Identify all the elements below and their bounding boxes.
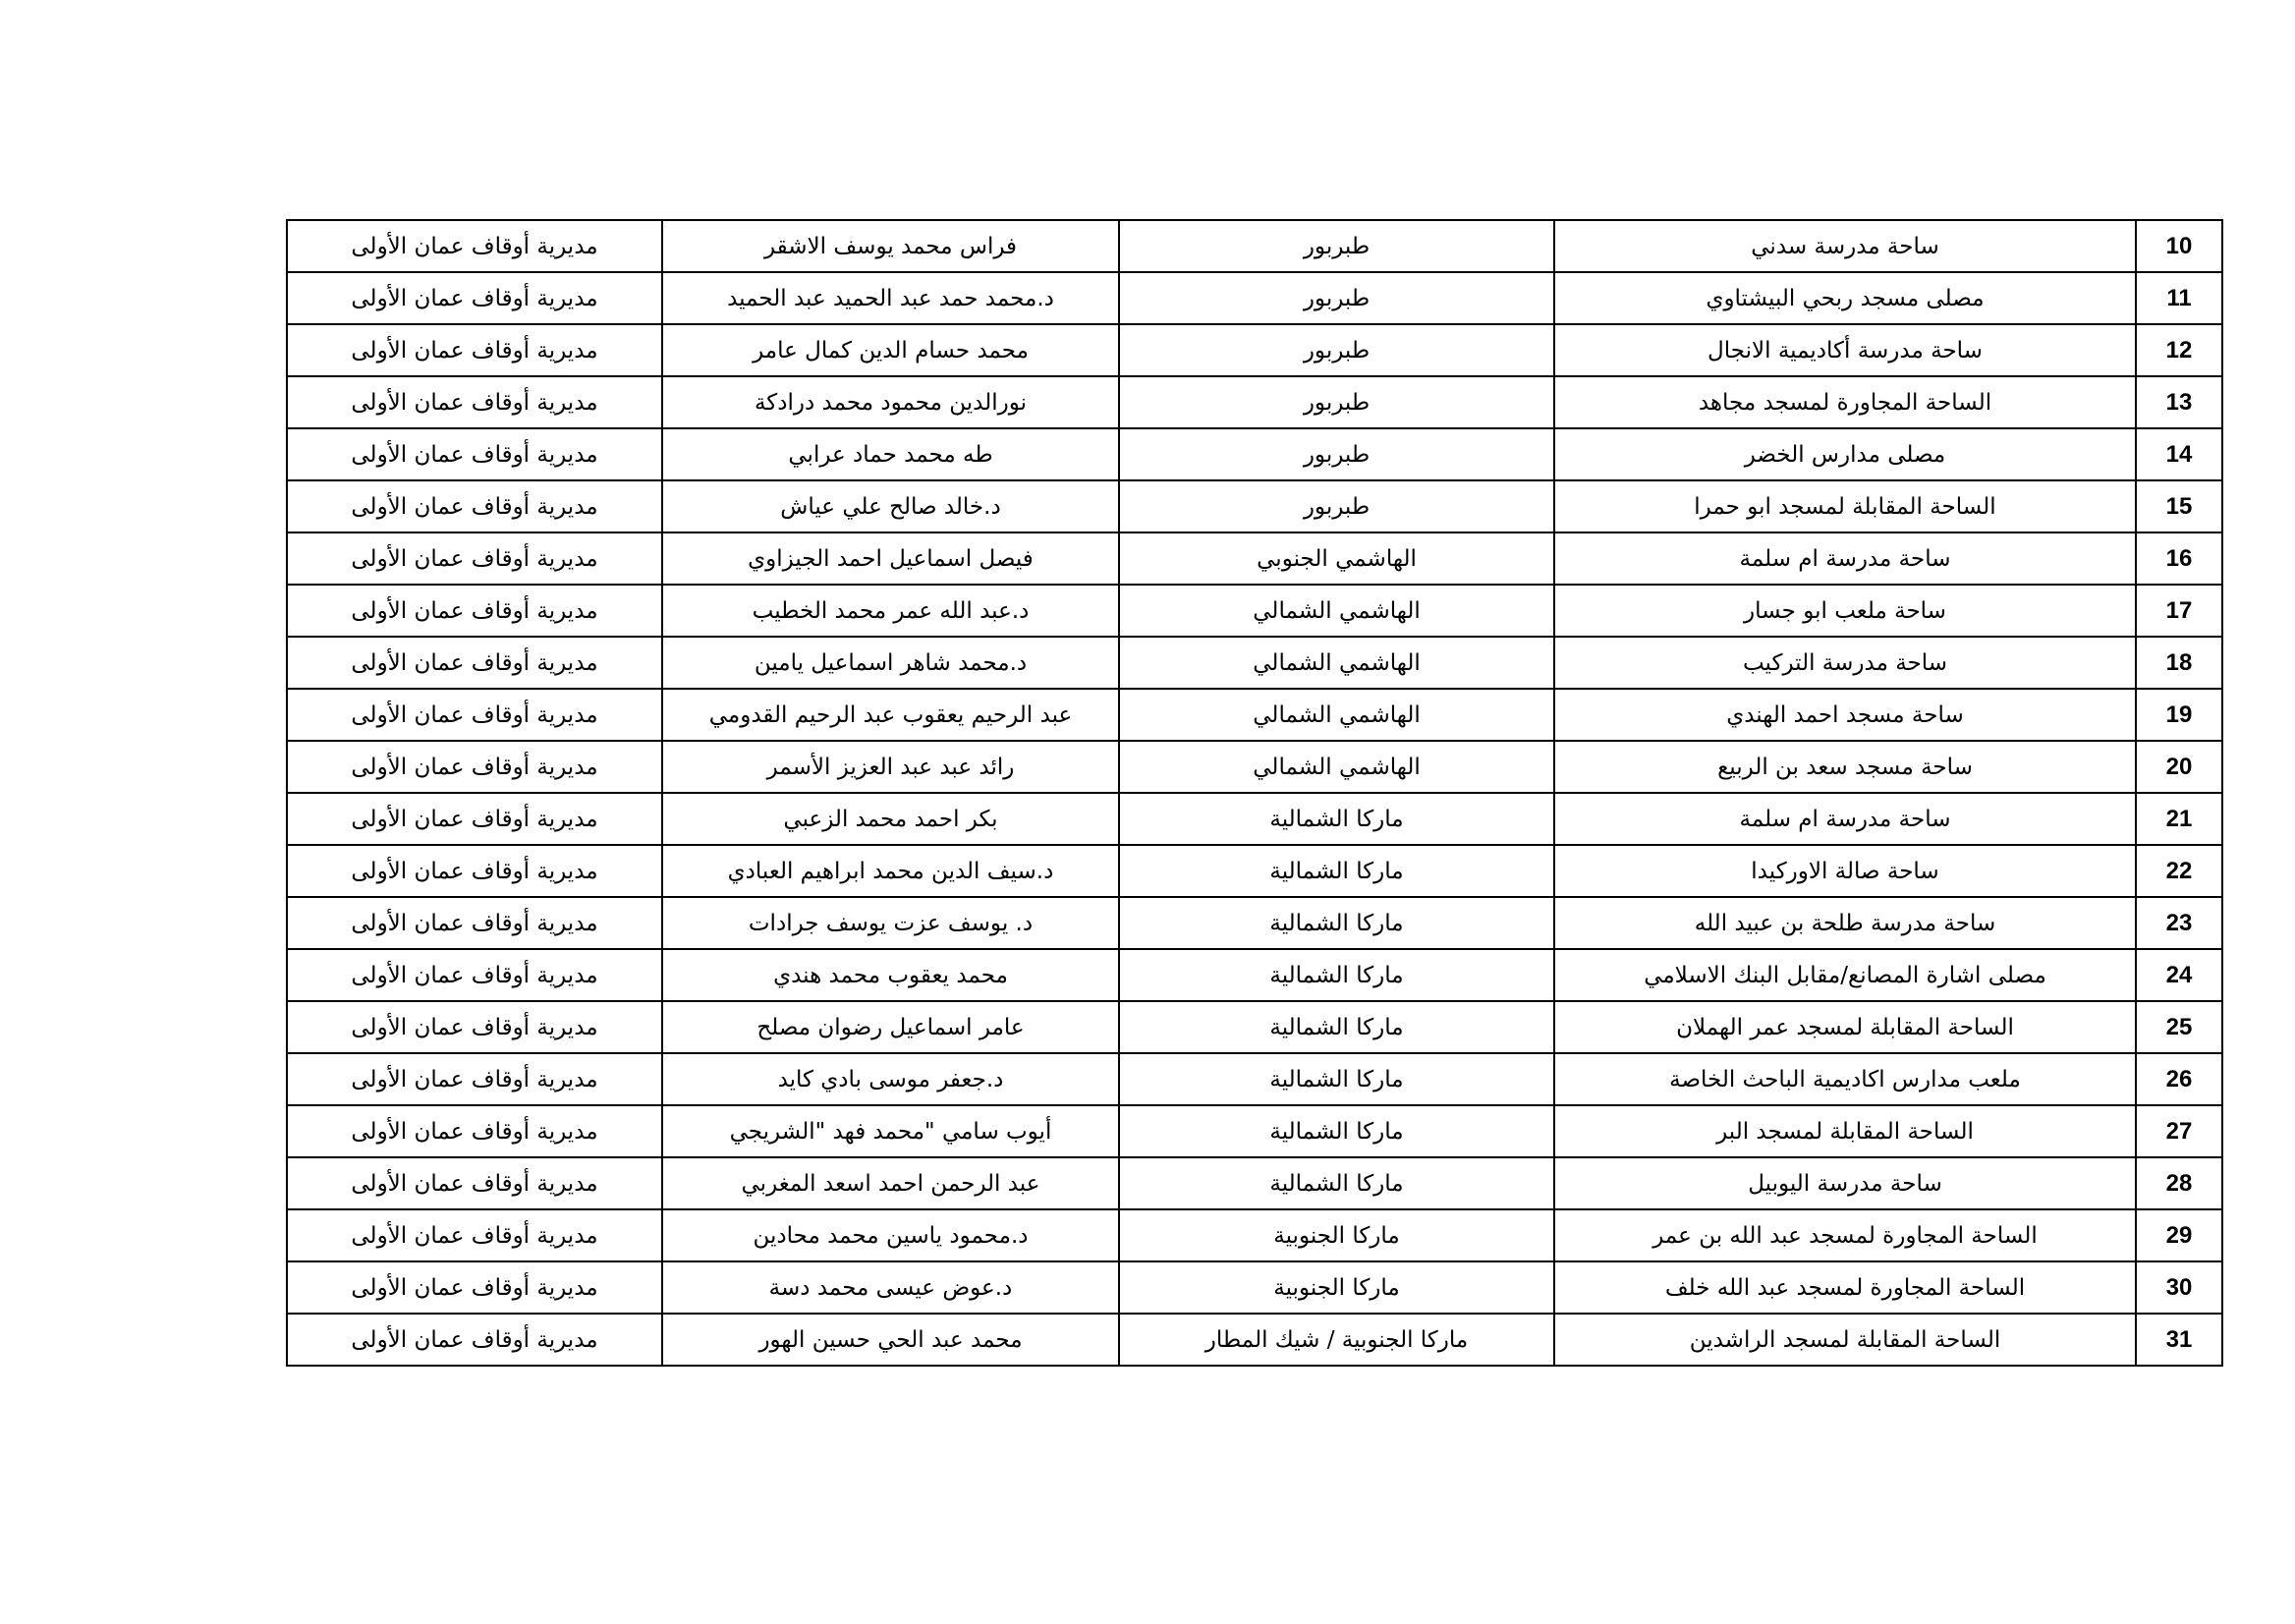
row-number-cell: 26 xyxy=(2136,1053,2222,1105)
prayer-place-cell: الساحة المجاورة لمسجد عبد الله خلف xyxy=(1554,1261,2136,1314)
row-number-cell: 25 xyxy=(2136,1001,2222,1053)
imam-name-cell: د.عبد الله عمر محمد الخطيب xyxy=(662,585,1119,637)
table-row xyxy=(287,585,2222,637)
row-number-cell: 24 xyxy=(2136,949,2222,1001)
imam-name-cell: محمد حسام الدين كمال عامر xyxy=(662,324,1119,376)
prayer-place-cell: ساحة مدرسة سدني xyxy=(1554,220,2136,272)
area-cell: طبربور xyxy=(1119,376,1554,428)
imam-name-cell: د.محمد شاهر اسماعيل يامين xyxy=(662,637,1119,689)
area-cell: ماركا الجنوبية / شيك المطار xyxy=(1119,1314,1554,1366)
prayer-place-cell: ساحة مسجد احمد الهندي xyxy=(1554,689,2136,741)
imam-name-cell: عبد الرحيم يعقوب عبد الرحيم القدومي xyxy=(662,689,1119,741)
table-row xyxy=(287,1053,2222,1105)
area-cell: طبربور xyxy=(1119,324,1554,376)
directorate-cell: مديرية أوقاف عمان الأولى xyxy=(287,1105,662,1157)
directorate-cell: مديرية أوقاف عمان الأولى xyxy=(287,585,662,637)
imam-name-cell: د.عوض عيسى محمد دسة xyxy=(662,1261,1119,1314)
directorate-cell: مديرية أوقاف عمان الأولى xyxy=(287,480,662,532)
directorate-cell: مديرية أوقاف عمان الأولى xyxy=(287,741,662,793)
prayer-place-cell: مصلى اشارة المصانع/مقابل البنك الاسلامي xyxy=(1554,949,2136,1001)
prayer-place-cell: ساحة مدرسة التركيب xyxy=(1554,637,2136,689)
prayer-place-cell: ساحة مدرسة ام سلمة xyxy=(1554,793,2136,845)
area-cell: ماركا الشمالية xyxy=(1119,1001,1554,1053)
prayer-place-cell: ساحة مدرسة اليوبيل xyxy=(1554,1157,2136,1209)
imam-name-cell: د.سيف الدين محمد ابراهيم العبادي xyxy=(662,845,1119,897)
area-cell: ماركا الشمالية xyxy=(1119,1157,1554,1209)
directorate-cell: مديرية أوقاف عمان الأولى xyxy=(287,1053,662,1105)
area-cell: طبربور xyxy=(1119,220,1554,272)
prayer-place-cell: ساحة مدرسة ام سلمة xyxy=(1554,532,2136,585)
directorate-cell: مديرية أوقاف عمان الأولى xyxy=(287,1209,662,1261)
directorate-cell: مديرية أوقاف عمان الأولى xyxy=(287,1001,662,1053)
row-number-cell: 19 xyxy=(2136,689,2222,741)
row-number-cell: 16 xyxy=(2136,532,2222,585)
imam-name-cell: عبد الرحمن احمد اسعد المغربي xyxy=(662,1157,1119,1209)
imam-name-cell: بكر احمد محمد الزعبي xyxy=(662,793,1119,845)
directorate-cell: مديرية أوقاف عمان الأولى xyxy=(287,793,662,845)
imam-name-cell: د.محمود ياسين محمد محادين xyxy=(662,1209,1119,1261)
prayer-place-cell: ساحة صالة الاوركيدا xyxy=(1554,845,2136,897)
table-row xyxy=(287,949,2222,1001)
area-cell: الهاشمي الجنوبي xyxy=(1119,532,1554,585)
prayer-place-cell: ساحة مدرسة طلحة بن عبيد الله xyxy=(1554,897,2136,949)
row-number-cell: 20 xyxy=(2136,741,2222,793)
row-number-cell: 31 xyxy=(2136,1314,2222,1366)
imam-name-cell: رائد عبد عبد العزيز الأسمر xyxy=(662,741,1119,793)
table-row xyxy=(287,428,2222,480)
directorate-cell: مديرية أوقاف عمان الأولى xyxy=(287,949,662,1001)
row-number-cell: 30 xyxy=(2136,1261,2222,1314)
table-row xyxy=(287,689,2222,741)
directorate-cell: مديرية أوقاف عمان الأولى xyxy=(287,272,662,324)
imam-name-cell: د.خالد صالح علي عياش xyxy=(662,480,1119,532)
directorate-cell: مديرية أوقاف عمان الأولى xyxy=(287,532,662,585)
row-number-cell: 27 xyxy=(2136,1105,2222,1157)
table-row xyxy=(287,532,2222,585)
table-row xyxy=(287,376,2222,428)
directorate-cell: مديرية أوقاف عمان الأولى xyxy=(287,1261,662,1314)
prayer-place-cell: ساحة مسجد سعد بن الربيع xyxy=(1554,741,2136,793)
row-number-cell: 28 xyxy=(2136,1157,2222,1209)
table-body xyxy=(287,220,2222,1366)
area-cell: ماركا الشمالية xyxy=(1119,793,1554,845)
area-cell: طبربور xyxy=(1119,272,1554,324)
imam-name-cell: أيوب سامي "محمد فهد "الشريجي xyxy=(662,1105,1119,1157)
prayer-place-cell: ملعب مدارس اكاديمية الباحث الخاصة xyxy=(1554,1053,2136,1105)
area-cell: الهاشمي الشمالي xyxy=(1119,689,1554,741)
directorate-cell: مديرية أوقاف عمان الأولى xyxy=(287,1157,662,1209)
prayer-place-cell: الساحة المجاورة لمسجد عبد الله بن عمر xyxy=(1554,1209,2136,1261)
table-row xyxy=(287,480,2222,532)
prayer-place-cell: ساحة ملعب ابو جسار xyxy=(1554,585,2136,637)
prayer-place-cell: الساحة المجاورة لمسجد مجاهد xyxy=(1554,376,2136,428)
table-row xyxy=(287,324,2222,376)
table-row xyxy=(287,793,2222,845)
area-cell: طبربور xyxy=(1119,480,1554,532)
row-number-cell: 15 xyxy=(2136,480,2222,532)
prayer-grounds-table xyxy=(286,219,2223,1367)
prayer-place-cell: مصلى مسجد ربحي البيشتاوي xyxy=(1554,272,2136,324)
area-cell: الهاشمي الشمالي xyxy=(1119,741,1554,793)
area-cell: ماركا الشمالية xyxy=(1119,1105,1554,1157)
directorate-cell: مديرية أوقاف عمان الأولى xyxy=(287,324,662,376)
imam-name-cell: محمد عبد الحي حسين الهور xyxy=(662,1314,1119,1366)
row-number-cell: 21 xyxy=(2136,793,2222,845)
imam-name-cell: فراس محمد يوسف الاشقر xyxy=(662,220,1119,272)
imam-name-cell: نورالدين محمود محمد درادكة xyxy=(662,376,1119,428)
row-number-cell: 18 xyxy=(2136,637,2222,689)
table-row xyxy=(287,1157,2222,1209)
prayer-place-cell: مصلى مدارس الخضر xyxy=(1554,428,2136,480)
directorate-cell: مديرية أوقاف عمان الأولى xyxy=(287,689,662,741)
area-cell: الهاشمي الشمالي xyxy=(1119,585,1554,637)
directorate-cell: مديرية أوقاف عمان الأولى xyxy=(287,637,662,689)
imam-name-cell: محمد يعقوب محمد هندي xyxy=(662,949,1119,1001)
imam-name-cell: فيصل اسماعيل احمد الجيزاوي xyxy=(662,532,1119,585)
directorate-cell: مديرية أوقاف عمان الأولى xyxy=(287,220,662,272)
imam-name-cell: عامر اسماعيل رضوان مصلح xyxy=(662,1001,1119,1053)
directorate-cell: مديرية أوقاف عمان الأولى xyxy=(287,1314,662,1366)
prayer-place-cell: الساحة المقابلة لمسجد ابو حمرا xyxy=(1554,480,2136,532)
row-number-cell: 11 xyxy=(2136,272,2222,324)
table-row xyxy=(287,1001,2222,1053)
directorate-cell: مديرية أوقاف عمان الأولى xyxy=(287,376,662,428)
table-row xyxy=(287,1314,2222,1366)
table-row xyxy=(287,1209,2222,1261)
table-row xyxy=(287,741,2222,793)
row-number-cell: 23 xyxy=(2136,897,2222,949)
area-cell: ماركا الشمالية xyxy=(1119,845,1554,897)
imam-name-cell: طه محمد حماد عرابي xyxy=(662,428,1119,480)
row-number-cell: 12 xyxy=(2136,324,2222,376)
table-row xyxy=(287,220,2222,272)
area-cell: ماركا الشمالية xyxy=(1119,1053,1554,1105)
row-number-cell: 10 xyxy=(2136,220,2222,272)
area-cell: ماركا الشمالية xyxy=(1119,949,1554,1001)
prayer-place-cell: ساحة مدرسة أكاديمية الانجال xyxy=(1554,324,2136,376)
table-row xyxy=(287,1261,2222,1314)
table-row xyxy=(287,272,2222,324)
row-number-cell: 17 xyxy=(2136,585,2222,637)
directorate-cell: مديرية أوقاف عمان الأولى xyxy=(287,428,662,480)
row-number-cell: 13 xyxy=(2136,376,2222,428)
prayer-place-cell: الساحة المقابلة لمسجد الراشدين xyxy=(1554,1314,2136,1366)
imam-name-cell: د.جعفر موسى بادي كايد xyxy=(662,1053,1119,1105)
area-cell: ماركا الجنوبية xyxy=(1119,1209,1554,1261)
directorate-cell: مديرية أوقاف عمان الأولى xyxy=(287,897,662,949)
prayer-place-cell: الساحة المقابلة لمسجد عمر الهملان xyxy=(1554,1001,2136,1053)
table-row xyxy=(287,637,2222,689)
table-row xyxy=(287,845,2222,897)
table-row xyxy=(287,897,2222,949)
area-cell: الهاشمي الشمالي xyxy=(1119,637,1554,689)
row-number-cell: 29 xyxy=(2136,1209,2222,1261)
row-number-cell: 14 xyxy=(2136,428,2222,480)
row-number-cell: 22 xyxy=(2136,845,2222,897)
prayer-place-cell: الساحة المقابلة لمسجد البر xyxy=(1554,1105,2136,1157)
area-cell: ماركا الجنوبية xyxy=(1119,1261,1554,1314)
imam-name-cell: د.محمد حمد عبد الحميد عبد الحميد xyxy=(662,272,1119,324)
imam-name-cell: د. يوسف عزت يوسف جرادات xyxy=(662,897,1119,949)
area-cell: طبربور xyxy=(1119,428,1554,480)
area-cell: ماركا الشمالية xyxy=(1119,897,1554,949)
table-row xyxy=(287,1105,2222,1157)
directorate-cell: مديرية أوقاف عمان الأولى xyxy=(287,845,662,897)
